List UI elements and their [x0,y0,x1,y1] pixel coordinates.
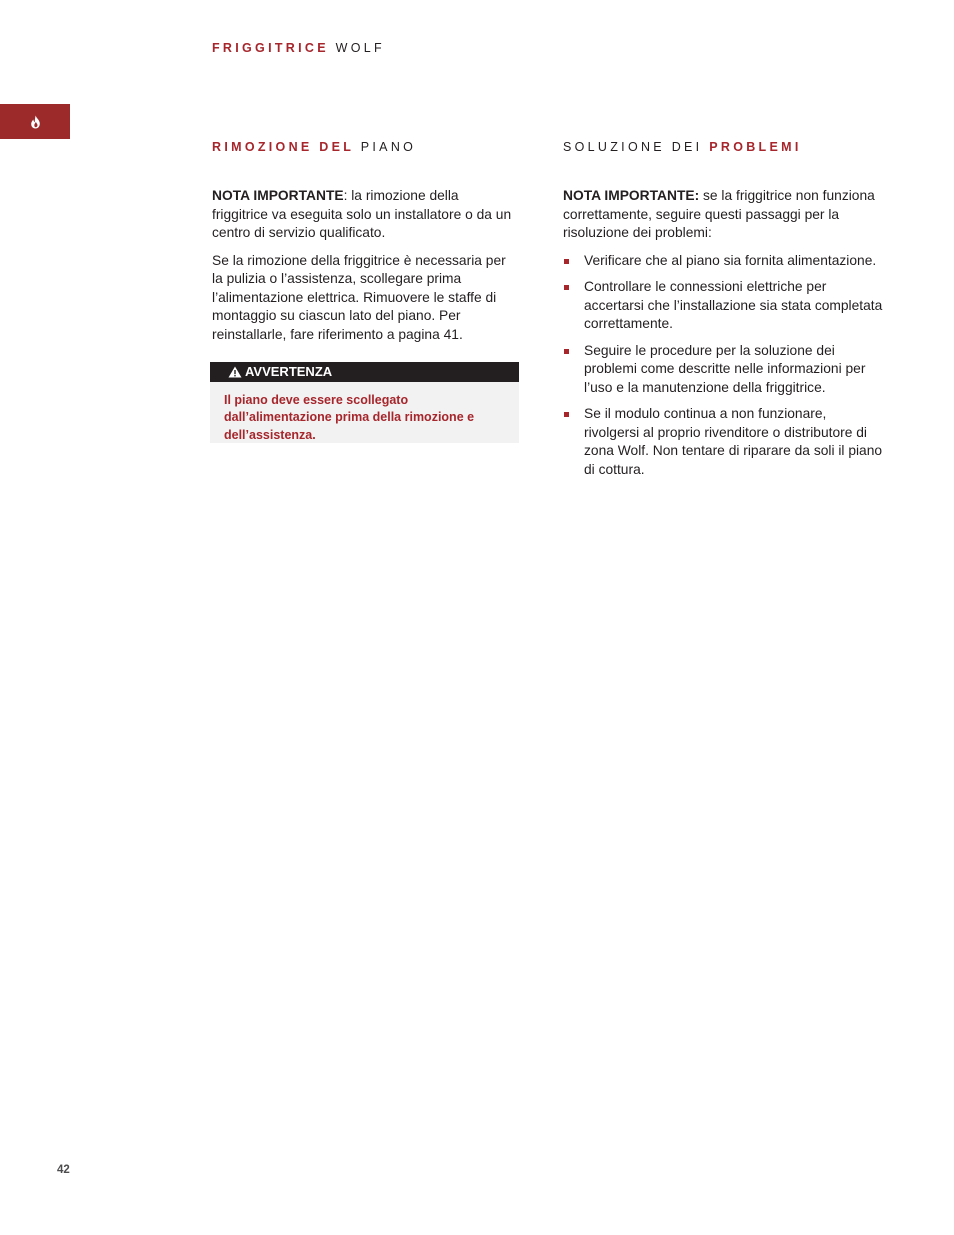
list-item [563,252,883,271]
running-header [212,41,385,55]
warning-triangle-icon [228,366,242,378]
section-title-removal [212,138,518,154]
section-title-normal: SOLUZIONE DEI [563,140,703,154]
bullet-square-icon [564,349,569,354]
note-text: se la friggitrice non funziona correttamente, seguire questi passaggi per la risoluzione dei problemi: [563,188,875,240]
section-title-normal: PIANO [360,140,417,154]
bullet-square-icon [564,259,569,264]
warning-box [210,362,519,443]
flame-icon [30,115,41,129]
section-title-troubleshooting [563,138,883,154]
list-item [563,405,883,479]
troubleshooting-section [563,138,883,487]
warning-title: AVVERTENZA [245,363,333,379]
list-item [563,278,883,334]
list-item-text: Controllare le connessioni elettriche per accertarsi che l’installazione sia stata completata correttamente. [584,279,883,331]
header-brand: WOLF [335,41,385,55]
section-title-strong: PROBLEMI [709,140,802,154]
important-note [212,187,518,243]
removal-section [212,138,518,443]
note-label: NOTA IMPORTANTE [212,188,344,203]
warning-text: Il piano deve essere scollegato dall’alimentazione prima della rimozione e dell’assistenza. [210,382,519,443]
list-item-text: Se il modulo continua a non funzionare, rivolgersi al proprio rivenditore o distributore di zona Wolf. Non tentare di riparare da soli il piano di cottura. [584,406,883,477]
note-label: NOTA IMPORTANTE: [563,188,700,203]
section-tab [0,104,70,139]
bullet-square-icon [564,285,569,290]
list-item-text: Verificare che al piano sia fornita alimentazione. [584,252,877,268]
removal-paragraph: Se la rimozione della friggitrice è necessaria per la pulizia o l’assistenza, scollegare prima l’alimentazione elettrica. Rimuovere le staffe di montaggio su ciascun lato del piano. Per reinstallarle, fare riferimento a pagina 41. [212,252,506,342]
section-title-strong: RIMOZIONE DEL [212,140,354,154]
bullet-square-icon [564,412,569,417]
troubleshooting-list [563,252,883,480]
list-item-text: Seguire le procedure per la soluzione dei problemi come descritte nelle informazioni per l’uso e la manutenzione della friggitrice. [584,342,866,395]
warning-header [210,362,519,382]
page-number: 42 [57,1164,70,1176]
list-item [563,342,883,398]
note-text: : la rimozione della friggitrice va eseguita solo un installatore o da un centro di servizio qualificato. [212,188,512,240]
important-note [563,187,883,243]
header-product: FRIGGITRICE [212,41,329,55]
